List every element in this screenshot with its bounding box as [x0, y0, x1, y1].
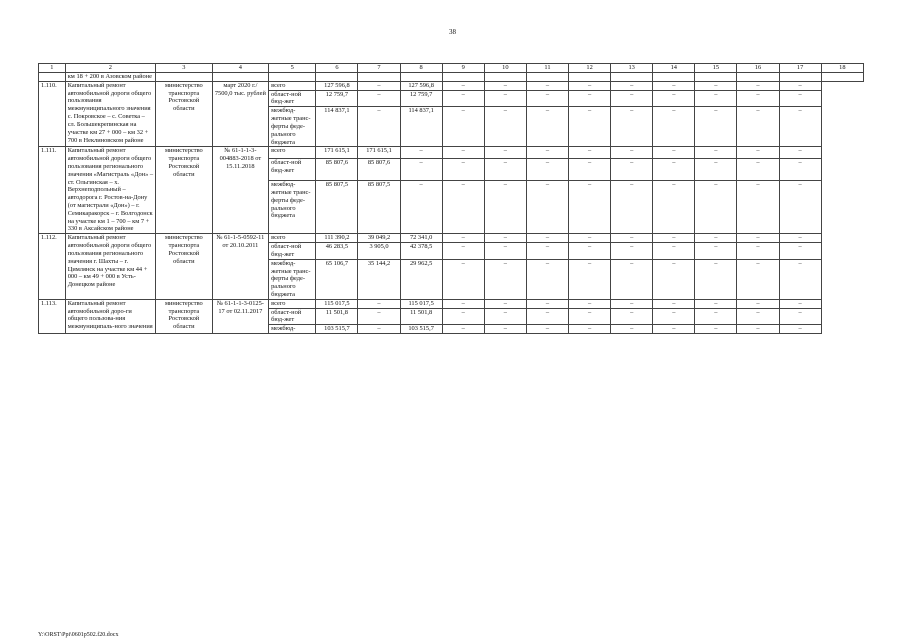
column-number: 2: [65, 64, 155, 73]
amount-cell: –: [526, 159, 568, 181]
object-name: Капитальный ремонт автомобильной дороги общего пользования регионального значения «Магистраль «Дон» – ст. Ольгинская – х. Верхнеподпольный – автодорога г. Ростов-на-Дону (от магистрали «Дон») – г. Семикаракорск – г. Волгодонск на участке км 1 – 700 – км 7 + 330 в Аксайском районе: [65, 147, 155, 234]
amount-cell: –: [611, 159, 653, 181]
budget-table: [38, 63, 864, 334]
amount-cell: –: [653, 90, 695, 107]
amount-cell: –: [653, 107, 695, 147]
amount-cell: –: [611, 147, 653, 159]
column-number: 8: [400, 64, 442, 73]
customer: министерство транспорта Ростовской области: [156, 147, 213, 234]
amount-cell: 29 962,5: [400, 259, 442, 299]
amount-cell: –: [611, 299, 653, 308]
empty-cell: [316, 73, 358, 82]
amount-cell: –: [526, 181, 568, 234]
amount-cell: –: [695, 299, 737, 308]
amount-cell: –: [358, 90, 400, 107]
funding-source: межбюд-жетные транс-ферты феде-рального бюджета: [269, 107, 316, 147]
amount-cell: –: [442, 299, 484, 308]
amount-cell: 127 596,8: [316, 81, 358, 90]
funding-source: област-ной бюд-жет: [269, 243, 316, 260]
amount-cell: 115 017,5: [400, 299, 442, 308]
amount-cell: –: [484, 159, 526, 181]
amount-cell: –: [653, 308, 695, 325]
amount-cell: –: [611, 325, 653, 334]
empty-cell: [653, 73, 695, 82]
amount-cell: 11 501,8: [400, 308, 442, 325]
amount-cell: –: [484, 147, 526, 159]
amount-cell: –: [484, 299, 526, 308]
amount-cell: –: [526, 308, 568, 325]
amount-cell: –: [653, 81, 695, 90]
project-doc: март 2020 г./ 7500,0 тыс. рублей: [212, 81, 269, 147]
empty-cell: [156, 73, 213, 82]
amount-cell: –: [484, 234, 526, 243]
amount-cell: –: [611, 107, 653, 147]
amount-cell: –: [737, 299, 779, 308]
row-number: 1.110.: [39, 81, 66, 147]
empty-cell: [695, 73, 737, 82]
amount-cell: –: [400, 159, 442, 181]
amount-cell: –: [611, 308, 653, 325]
amount-cell: –: [526, 147, 568, 159]
amount-cell: 114 837,1: [316, 107, 358, 147]
amount-cell: 171 615,1: [358, 147, 400, 159]
amount-cell: –: [484, 107, 526, 147]
amount-cell: –: [653, 181, 695, 234]
table-row: [39, 299, 864, 308]
row-number: 1.111.: [39, 147, 66, 234]
amount-cell: –: [484, 243, 526, 260]
amount-cell: –: [526, 259, 568, 299]
amount-cell: –: [526, 325, 568, 334]
amount-cell: –: [526, 90, 568, 107]
project-doc: № 61-1-1-3-004883-2018 от 15.11.2018: [212, 147, 269, 234]
funding-source: всего: [269, 147, 316, 159]
amount-cell: –: [569, 299, 611, 308]
amount-cell: –: [779, 234, 821, 243]
amount-cell: –: [526, 299, 568, 308]
project-doc: № 61-1-5-0592-11 от 20.10.2011: [212, 234, 269, 300]
row-number: 1.113.: [39, 299, 66, 333]
amount-cell: –: [779, 259, 821, 299]
amount-cell: 85 807,5: [316, 181, 358, 234]
amount-cell: –: [653, 234, 695, 243]
customer: министерство транспорта Ростовской области: [156, 81, 213, 147]
amount-cell: –: [779, 159, 821, 181]
amount-cell: 114 837,1: [400, 107, 442, 147]
customer: министерство транспорта Ростовской области: [156, 234, 213, 300]
amount-cell: –: [442, 325, 484, 334]
amount-cell: –: [442, 147, 484, 159]
amount-cell: –: [737, 243, 779, 260]
amount-cell: –: [695, 159, 737, 181]
funding-source: межбюд-жетные транс-ферты феде-рального бюджета: [269, 259, 316, 299]
empty-cell: [737, 73, 779, 82]
object-name: Капитальный ремонт автомобильной дороги общего пользования регионального значения г. Шахты – г. Цимлянск на участке км 44 + 000 – км 49 + 000 в Усть-Донецком районе: [65, 234, 155, 300]
amount-cell: –: [442, 234, 484, 243]
amount-cell: –: [484, 81, 526, 90]
row-number: 1.112.: [39, 234, 66, 300]
empty-cell: [400, 73, 442, 82]
table-row: [39, 81, 864, 90]
amount-cell: –: [653, 299, 695, 308]
amount-cell: –: [779, 90, 821, 107]
column-number: 9: [442, 64, 484, 73]
amount-cell: –: [526, 234, 568, 243]
amount-cell: –: [737, 81, 779, 90]
empty-cell: [484, 73, 526, 82]
amount-cell: –: [526, 243, 568, 260]
amount-cell: –: [737, 308, 779, 325]
amount-cell: –: [611, 243, 653, 260]
file-path-footer: Y:\ORST\Ppi\0601p502.f20.docx: [38, 632, 119, 638]
amount-cell: –: [779, 181, 821, 234]
empty-cell: [269, 73, 316, 82]
amount-cell: 85 807,5: [358, 181, 400, 234]
amount-cell: –: [737, 325, 779, 334]
column-number: 14: [653, 64, 695, 73]
column-number: 16: [737, 64, 779, 73]
amount-cell: –: [484, 308, 526, 325]
funding-source: всего: [269, 299, 316, 308]
amount-cell: –: [400, 181, 442, 234]
amount-cell: –: [358, 81, 400, 90]
project-doc: № 61-1-1-3-0125-17 от 02.11.2017: [212, 299, 269, 333]
amount-cell: –: [737, 107, 779, 147]
amount-cell: –: [653, 159, 695, 181]
amount-cell: –: [653, 147, 695, 159]
funding-source: област-ной бюд-жет: [269, 308, 316, 325]
amount-cell: 42 378,5: [400, 243, 442, 260]
amount-cell: 65 106,7: [316, 259, 358, 299]
row-number: [39, 73, 66, 82]
amount-cell: –: [695, 308, 737, 325]
amount-cell: 12 759,7: [400, 90, 442, 107]
amount-cell: –: [653, 243, 695, 260]
amount-cell: –: [442, 259, 484, 299]
amount-cell: –: [695, 107, 737, 147]
column-number: 18: [821, 64, 863, 73]
object-name: км 18 + 200 в Азовском районе: [65, 73, 155, 82]
amount-cell: –: [442, 243, 484, 260]
amount-cell: –: [442, 181, 484, 234]
column-number: 10: [484, 64, 526, 73]
empty-cell: [358, 73, 400, 82]
column-number: 13: [611, 64, 653, 73]
amount-cell: –: [695, 181, 737, 234]
amount-cell: –: [526, 81, 568, 90]
amount-cell: –: [737, 90, 779, 107]
amount-cell: –: [442, 308, 484, 325]
amount-cell: –: [569, 181, 611, 234]
amount-cell: –: [569, 81, 611, 90]
object-name: Капитальный ремонт автомобильной дороги общего пользования межмуниципального значения с. Покровское – с. Советка – сл. Большекрепинская на участке км 27 + 000 – км 32 + 700 в Неклиновском районе: [65, 81, 155, 147]
amount-cell: –: [569, 107, 611, 147]
column-number: 3: [156, 64, 213, 73]
amount-cell: –: [695, 325, 737, 334]
funding-source: межбюд-: [269, 325, 316, 334]
amount-cell: –: [569, 259, 611, 299]
empty-cell: [611, 73, 653, 82]
column-number: 6: [316, 64, 358, 73]
amount-cell: –: [569, 325, 611, 334]
amount-cell: –: [779, 308, 821, 325]
amount-cell: 85 807,6: [316, 159, 358, 181]
amount-cell: –: [569, 234, 611, 243]
amount-cell: –: [695, 147, 737, 159]
column-number: 15: [695, 64, 737, 73]
amount-cell: –: [611, 81, 653, 90]
column-number: 17: [779, 64, 821, 73]
amount-cell: –: [484, 90, 526, 107]
amount-cell: –: [695, 81, 737, 90]
continuation-row: [39, 73, 864, 82]
amount-cell: –: [484, 325, 526, 334]
amount-cell: –: [779, 243, 821, 260]
column-number: 4: [212, 64, 269, 73]
amount-cell: –: [569, 159, 611, 181]
amount-cell: –: [569, 147, 611, 159]
amount-cell: –: [611, 181, 653, 234]
amount-cell: –: [779, 81, 821, 90]
amount-cell: –: [611, 90, 653, 107]
amount-cell: –: [442, 90, 484, 107]
amount-cell: 46 283,5: [316, 243, 358, 260]
amount-cell: –: [779, 299, 821, 308]
amount-cell: –: [737, 159, 779, 181]
amount-cell: –: [569, 90, 611, 107]
amount-cell: 72 341,0: [400, 234, 442, 243]
amount-cell: –: [358, 299, 400, 308]
funding-source: област-ной бюд-жет: [269, 90, 316, 107]
amount-cell: 85 807,6: [358, 159, 400, 181]
amount-cell: –: [695, 90, 737, 107]
amount-cell: –: [779, 147, 821, 159]
column-number-row: [39, 64, 864, 73]
amount-cell: –: [611, 234, 653, 243]
amount-cell: 39 049,2: [358, 234, 400, 243]
amount-cell: –: [695, 234, 737, 243]
funding-source: межбюд-жетные транс-ферты феде-рального бюджета: [269, 181, 316, 234]
amount-cell: –: [737, 147, 779, 159]
amount-cell: –: [358, 308, 400, 325]
amount-cell: 127 596,8: [400, 81, 442, 90]
empty-cell: [779, 73, 821, 82]
amount-cell: –: [358, 107, 400, 147]
amount-cell: 115 017,5: [316, 299, 358, 308]
amount-cell: –: [695, 243, 737, 260]
amount-cell: –: [737, 234, 779, 243]
amount-cell: –: [569, 243, 611, 260]
amount-cell: –: [358, 325, 400, 334]
amount-cell: –: [484, 259, 526, 299]
amount-cell: –: [779, 107, 821, 147]
column-number: 1: [39, 64, 66, 73]
table-row: [39, 234, 864, 243]
amount-cell: 111 390,2: [316, 234, 358, 243]
empty-cell: [569, 73, 611, 82]
amount-cell: –: [653, 325, 695, 334]
amount-cell: –: [611, 259, 653, 299]
amount-cell: –: [653, 259, 695, 299]
column-number: 5: [269, 64, 316, 73]
amount-cell: 103 515,7: [400, 325, 442, 334]
amount-cell: –: [484, 181, 526, 234]
amount-cell: 3 905,0: [358, 243, 400, 260]
amount-cell: –: [569, 308, 611, 325]
amount-cell: –: [442, 107, 484, 147]
amount-cell: 11 501,8: [316, 308, 358, 325]
amount-cell: –: [526, 107, 568, 147]
amount-cell: –: [400, 147, 442, 159]
funding-source: всего: [269, 81, 316, 90]
page-number: 38: [449, 28, 456, 36]
amount-cell: –: [737, 181, 779, 234]
funding-source: област-ной бюд-жет: [269, 159, 316, 181]
amount-cell: –: [442, 81, 484, 90]
amount-cell: 12 759,7: [316, 90, 358, 107]
empty-cell: [212, 73, 269, 82]
customer: министерство транспорта Ростовской области: [156, 299, 213, 333]
funding-source: всего: [269, 234, 316, 243]
column-number: 11: [526, 64, 568, 73]
empty-cell: [821, 73, 863, 82]
amount-cell: 171 615,1: [316, 147, 358, 159]
column-number: 12: [569, 64, 611, 73]
table-row: [39, 147, 864, 159]
column-number: 7: [358, 64, 400, 73]
amount-cell: –: [779, 325, 821, 334]
amount-cell: –: [442, 159, 484, 181]
amount-cell: 35 144,2: [358, 259, 400, 299]
object-name: Капитальный ремонт автомобильной доро-ги общего пользова-ния межмуниципаль-ного значения: [65, 299, 155, 333]
amount-cell: –: [695, 259, 737, 299]
amount-cell: –: [737, 259, 779, 299]
empty-cell: [526, 73, 568, 82]
amount-cell: 103 515,7: [316, 325, 358, 334]
empty-cell: [442, 73, 484, 82]
